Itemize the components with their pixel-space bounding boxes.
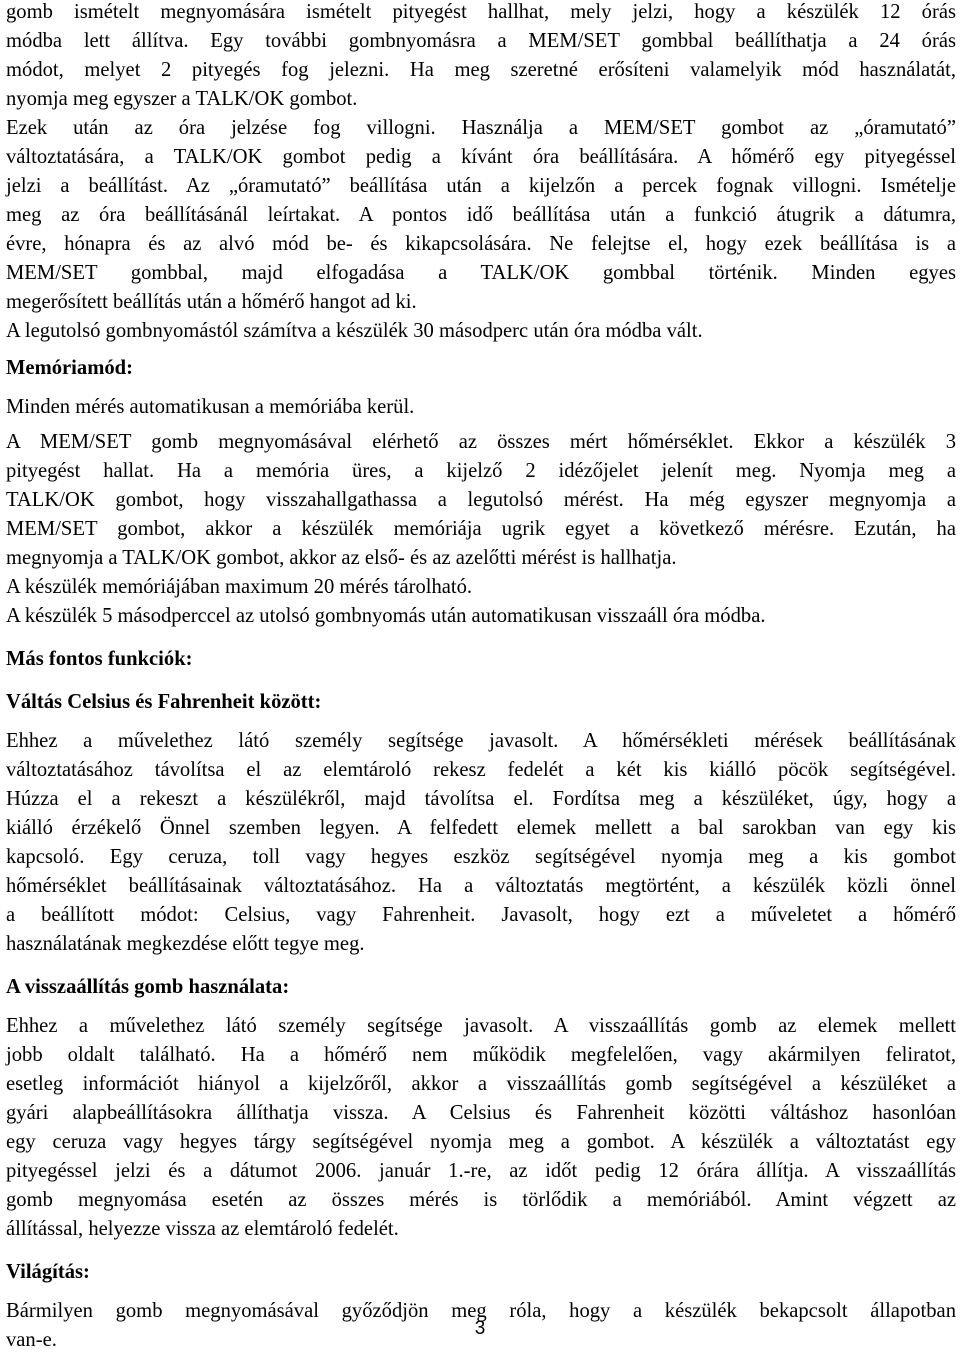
memory-line-1: A MEM/SET gomb megnyomásával elérhető az összes mért hőmérséklet. Ekkor a készülék 3	[6, 431, 956, 453]
memory-paragraph	[6, 428, 956, 573]
clock-line-5: évre, hónapra és az alvó mód be- és kikapcsolására. Ne felejtse el, hogy ezek beállítása is a	[6, 233, 956, 255]
light-line-2: van-e.	[6, 1329, 57, 1351]
intro-paragraph	[6, 0, 956, 114]
memory-line-auto: Minden mérés automatikusan a memóriába kerül.	[6, 396, 415, 418]
clock-line-3: jelzi a beállítást. Az „óramutató” beállítása után a kijelzőn a percek fognak villogni. Ismételje	[6, 175, 956, 197]
celsius-line-1: Ehhez a művelethez látó személy segítsége javasolt. A hőmérsékleti mérések beállításának	[6, 730, 956, 752]
celsius-paragraph	[6, 727, 956, 959]
celsius-line-2: változtatásához távolítsa el az elemtároló rekesz fedelét a két kis kiálló pöcök segítségével.	[6, 759, 956, 781]
clock-line-1: Ezek után az óra jelzése fog villogni. Használja a MEM/SET gombot az „óramutató”	[6, 117, 956, 139]
reset-paragraph	[6, 1012, 956, 1244]
celsius-line-4: kiálló érzékelő Önnel szemben legyen. A felfedett elemek mellett a bal sarokban van egy kis	[6, 817, 956, 839]
reset-line-8: állítással, helyezze vissza az elemtároló fedelét.	[6, 1218, 399, 1240]
celsius-line-5: kapcsoló. Egy ceruza, toll vagy hegyes eszköz segítségével nyomja meg a kis gombot	[6, 846, 956, 868]
memory-heading: Memóriamód:	[6, 357, 133, 379]
clock-line-6: MEM/SET gombbal, majd elfogadása a TALK/OK gombbal történik. Minden egyes	[6, 262, 956, 284]
celsius-line-6: hőmérséklet beállításainak változtatásához. Ha a változtatás megtörtént, a készülék közli önnel	[6, 875, 956, 897]
reset-line-7: gomb megnyomása esetén az összes mérés is törlődik a memóriából. Amint végzett az	[6, 1189, 956, 1211]
reset-line-4: gyári alapbeállításokra állíthatja vissza. A Celsius és Fahrenheit közötti váltáshoz hasonlóan	[6, 1102, 956, 1124]
other-functions-heading: Más fontos funkciók:	[6, 648, 193, 670]
memory-max-line: A készülék memóriájában maximum 20 mérés tárolható.	[6, 576, 473, 598]
memory-return-line: A készülék 5 másodperccel az utolsó gombnyomás után automatikusan visszaáll óra módba.	[6, 605, 766, 627]
celsius-line-3: Húzza el a rekeszt a készülékről, majd távolítsa el. Fordítsa meg a készüléket, úgy, hogy a	[6, 788, 956, 810]
reset-line-2: jobb oldalt található. Ha a hőmérő nem működik megfelelően, vagy akármilyen feliratot,	[6, 1044, 956, 1066]
clock-line-7: megerősített beállítás után a hőmérő hangot ad ki.	[6, 291, 417, 313]
memory-line-2: pityegést hallat. Ha a memória üres, a kijelző 2 idézőjelet jelenít meg. Nyomja meg a	[6, 460, 956, 482]
celsius-line-7: a beállított módot: Celsius, vagy Fahrenheit. Javasolt, hogy ezt a műveletet a hőmérő	[6, 904, 956, 926]
intro-line-1: gomb ismételt megnyomására ismételt pityegést hallhat, mely jelzi, hogy a készülék 12 órás	[6, 1, 956, 23]
light-heading: Világítás:	[6, 1261, 90, 1283]
memory-line-5: megnyomja a TALK/OK gombot, akkor az első- és az azelőtti mérést is hallhatja.	[6, 547, 677, 569]
reset-heading: A visszaállítás gomb használata:	[6, 976, 290, 998]
memory-line-4: MEM/SET gombot, akkor a készülék memóriája ugrik egyet a következő mérésre. Ezután, ha	[6, 518, 956, 540]
clock-line-2: változtatására, a TALK/OK gombot pedig a kívánt óra beállítására. A hőmérő egy pityegéssel	[6, 146, 956, 168]
memory-line-3: TALK/OK gombot, hogy visszahallgathassa a legutolsó mérést. Ha még egyszer megnyomja a	[6, 489, 956, 511]
intro-line-2: módba lett állítva. Egy további gombnyomásra a MEM/SET gombbal beállíthatja a 24 órás	[6, 30, 956, 52]
celsius-line-8: használatának megkezdése előtt tegye meg.	[6, 933, 365, 955]
auto-return-line: A legutolsó gombnyomástól számítva a készülék 30 másodperc után óra módba vált.	[6, 320, 703, 342]
page-number: 3	[474, 1318, 486, 1339]
clock-setting-paragraph	[6, 114, 956, 317]
document-page	[6, 0, 956, 1355]
celsius-heading: Váltás Celsius és Fahrenheit között:	[6, 691, 322, 713]
clock-line-4: meg az óra beállításánál leírtakat. A pontos idő beállítása után a funkció átugrik a dátumra,	[6, 204, 956, 226]
reset-line-3: esetleg információt hiányol a kijelzőről, akkor a visszaállítás gomb segítségével a készüléket a	[6, 1073, 956, 1095]
intro-line-4: nyomja meg egyszer a TALK/OK gombot.	[6, 88, 358, 110]
intro-line-3: módot, melyet 2 pityegés fog jelezni. Ha meg szeretné erősíteni valamelyik mód használatát,	[6, 59, 956, 81]
reset-line-6: pityegéssel jelzi és a dátumot 2006. január 1.-re, az időt pedig 12 órára állítja. A visszaállítás	[6, 1160, 956, 1182]
light-line-1: Bármilyen gomb megnyomásával győződjön meg róla, hogy a készülék bekapcsolt állapotban	[6, 1300, 956, 1322]
reset-line-1: Ehhez a művelethez látó személy segítsége javasolt. A visszaállítás gomb az elemek mellett	[6, 1015, 956, 1037]
reset-line-5: egy ceruza vagy hegyes tárgy segítségével nyomja meg a gombot. A készülék a változtatást egy	[6, 1131, 956, 1153]
